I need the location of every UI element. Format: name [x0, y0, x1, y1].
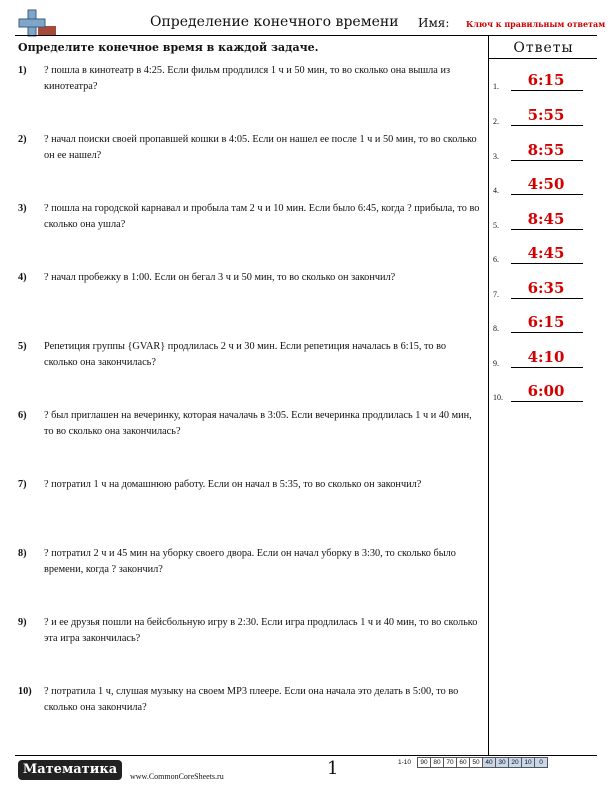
answers-column-divider [488, 35, 489, 755]
answer-value: 4:10 [527, 348, 565, 366]
question-text: ? начал пробежку в 1:00. Если он бегал 3 ч и 50 мин, то во сколько он закончил? [44, 272, 396, 283]
instruction-text: Определите конечное время в каждой задаче. [18, 41, 319, 54]
answer-value: 6:35 [527, 279, 565, 297]
answer-number: 5. [493, 221, 499, 230]
question-number: 7) [18, 479, 27, 490]
answer-line [511, 160, 583, 161]
brand-badge: Математика [18, 760, 122, 780]
score-cell: 20 [509, 758, 522, 768]
answer-number: 4. [493, 186, 499, 195]
question-item [18, 546, 480, 578]
question-text: ? потратил 2 ч и 45 мин на уборку своего двора. Если он начал уборку в 3:30, то сколько было времени, когда ? закончил? [44, 548, 456, 575]
question-item [18, 339, 480, 371]
question-number: 5) [18, 341, 27, 352]
answer-row [493, 71, 593, 91]
question-number: 6) [18, 410, 27, 421]
question-text: ? потратила 1 ч, слушая музыку на своем MP3 плеере. Если она начала это делать в 5:00, то во сколько она закончила? [44, 686, 459, 713]
question-text: ? пошла на городской карнавал и пробыла там 2 ч и 10 мин. Если было 6:45, когда ? прибыла, то во сколько она ушла? [44, 203, 480, 230]
answer-row [493, 244, 593, 264]
answer-number: 2. [493, 117, 499, 126]
name-label: Имя: [418, 16, 450, 30]
answer-value: 6:15 [527, 71, 565, 89]
answer-value: 8:55 [527, 141, 565, 159]
question-text: Репетиция группы {GVAR} продлилась 2 ч и 30 мин. Если репетиция началась в 6:15, то во сколько она закончилась? [44, 341, 447, 368]
question-number: 1) [18, 65, 27, 76]
answer-number: 1. [493, 82, 499, 91]
score-cell: 90 [418, 758, 431, 768]
score-table [396, 757, 548, 768]
score-cell: 50 [470, 758, 483, 768]
question-item [18, 477, 480, 493]
answer-line [511, 194, 583, 195]
question-text: ? начал поиски своей пропавшей кошки в 4:05. Если он нашел ее после 1 ч и 50 мин, то во сколько он ее нашел? [44, 134, 477, 161]
answer-row [493, 175, 593, 195]
answer-number: 8. [493, 324, 499, 333]
answer-row [493, 210, 593, 230]
answer-line [511, 90, 583, 91]
score-cell: 60 [457, 758, 470, 768]
answer-line [511, 298, 583, 299]
answer-number: 10. [493, 393, 503, 402]
question-number: 8) [18, 548, 27, 559]
answer-line [511, 263, 583, 264]
answer-line [511, 401, 583, 402]
answers-heading-rule [488, 58, 597, 59]
question-number: 2) [18, 134, 27, 145]
answer-number: 3. [493, 152, 499, 161]
answer-row [493, 382, 593, 402]
answer-value: 5:55 [527, 106, 565, 124]
answer-key-label: Ключ к правильным ответам [466, 19, 606, 29]
question-item [18, 132, 480, 164]
page-number: 1 [327, 758, 339, 779]
score-cell: 0 [535, 758, 548, 768]
answer-row [493, 106, 593, 126]
score-range-label: 1-10 [398, 759, 412, 766]
answer-row [493, 141, 593, 161]
question-item [18, 63, 480, 95]
question-item [18, 408, 480, 440]
answers-heading: Ответы [513, 40, 574, 56]
question-text: ? потратил 1 ч на домашнюю работу. Если он начал в 5:35, то во сколько он закончил? [44, 479, 422, 490]
question-item [18, 684, 480, 716]
question-text: ? был приглашен на вечеринку, которая началачь в 3:05. Если вечеринка продлилась 1 ч и 40 мин, то во сколько она закончилась? [44, 410, 472, 437]
answer-line [511, 229, 583, 230]
page-title: Определение конечного времени [150, 14, 399, 30]
answer-line [511, 332, 583, 333]
question-item [18, 615, 480, 647]
score-cell: 80 [431, 758, 444, 768]
score-cell: 10 [522, 758, 535, 768]
question-number: 10) [18, 686, 32, 697]
score-cell: 30 [496, 758, 509, 768]
question-item [18, 270, 480, 286]
answer-number: 9. [493, 359, 499, 368]
question-text: ? и ее друзья пошли на бейсбольную игру в 2:30. Если игра продлилась 1 ч и 40 мин, то во сколько эта игра закончилась? [44, 617, 478, 644]
answer-value: 4:50 [527, 175, 565, 193]
answer-line [511, 367, 583, 368]
question-text: ? пошла в кинотеатр в 4:25. Если фильм продлился 1 ч и 50 мин, то во сколько она вышла из кинотеатра? [44, 65, 451, 92]
answer-value: 4:45 [527, 244, 565, 262]
question-number: 9) [18, 617, 27, 628]
question-number: 3) [18, 203, 27, 214]
question-number: 4) [18, 272, 27, 283]
answer-line [511, 125, 583, 126]
score-cell: 70 [444, 758, 457, 768]
site-url: www.CommonCoreSheets.ru [130, 772, 224, 781]
answer-number: 6. [493, 255, 499, 264]
answer-row [493, 348, 593, 368]
answer-number: 7. [493, 290, 499, 299]
top-divider [15, 35, 597, 36]
answer-value: 6:00 [527, 382, 565, 400]
answer-value: 8:45 [527, 210, 565, 228]
bottom-divider [15, 755, 597, 756]
question-item [18, 201, 480, 233]
answer-row [493, 279, 593, 299]
answer-value: 6:15 [527, 313, 565, 331]
score-cell: 40 [483, 758, 496, 768]
answer-row [493, 313, 593, 333]
